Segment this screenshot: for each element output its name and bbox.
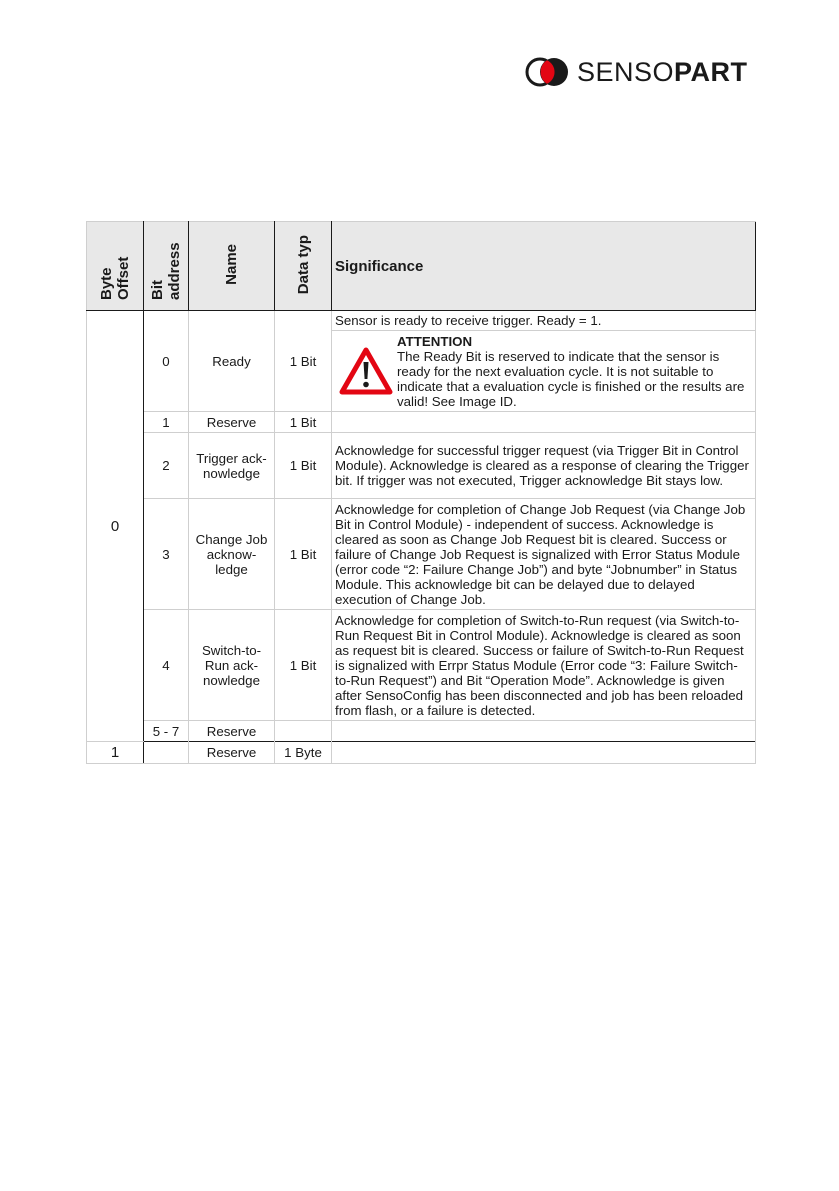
bit-address: 2 xyxy=(144,433,189,499)
bit-address: 4 xyxy=(144,610,189,721)
byte-offset-1: 1 xyxy=(87,742,144,764)
header-significance: Significance xyxy=(332,222,756,311)
bit-address: 0 xyxy=(144,311,189,412)
bit-address-empty xyxy=(144,742,189,764)
table-row xyxy=(87,433,756,499)
brand-name-light: SENSO xyxy=(577,57,675,87)
table-row xyxy=(87,721,756,742)
attention-text: The Ready Bit is reserved to indicate that the sensor is ready for the next evaluation cycle. It is not suitable to indicate that a evaluation cycle is finished or the results are valid! See Image ID. xyxy=(397,348,745,409)
significance-empty xyxy=(332,742,756,764)
bit-address: 3 xyxy=(144,499,189,610)
significance: Sensor is ready to receive trigger. Ready = 1. xyxy=(332,311,756,331)
data-type: 1 Bit xyxy=(275,499,332,610)
data-type: 1 Bit xyxy=(275,610,332,721)
status-module-table xyxy=(86,221,756,764)
sensopart-logo xyxy=(525,56,748,88)
header-data-type: Data typ xyxy=(275,222,332,311)
byte-offset-0: 0 xyxy=(87,311,144,742)
attention-title: ATTENTION xyxy=(397,333,473,349)
bit-address: 1 xyxy=(144,412,189,433)
row-name: Reserve xyxy=(189,412,275,433)
sensopart-mark-icon xyxy=(525,57,569,87)
row-name: Change Job acknow-ledge xyxy=(189,499,275,610)
data-type: 1 Byte xyxy=(275,742,332,764)
row-name: Ready xyxy=(189,311,275,412)
brand-name-bold: PART xyxy=(674,57,748,87)
header-bit-address: Bit address xyxy=(144,222,189,311)
header-byte-offset: Byte Offset xyxy=(87,222,144,311)
warning-triangle-icon xyxy=(339,347,393,395)
row-name: Switch-to-Run ack-nowledge xyxy=(189,610,275,721)
row-name: Trigger ack-nowledge xyxy=(189,433,275,499)
table-row xyxy=(87,610,756,721)
bit-address: 5 - 7 xyxy=(144,721,189,742)
data-type-empty xyxy=(275,721,332,742)
attention-box xyxy=(332,331,756,412)
data-type: 1 Bit xyxy=(275,433,332,499)
table-header-row xyxy=(87,222,756,311)
table-row xyxy=(87,499,756,610)
significance-empty xyxy=(332,412,756,433)
brand-name xyxy=(577,56,748,88)
table-row xyxy=(87,742,756,764)
table-row xyxy=(87,412,756,433)
data-type: 1 Bit xyxy=(275,412,332,433)
significance: Acknowledge for completion of Switch-to-Run request (via Switch-to-Run Request Bit in Control Module). Acknowledge is cleared as soon as request bit is cleared. Success or failure of Switch-to-Run Request is signalized with Errpr Status Module (Error code “3: Failure Switch-to-Run Request”) and Bit “Operation Mode”. Acknowledge is given after SensoConfig has been disconnected and job has been reloaded from flash, or a failure is detected. xyxy=(332,610,756,721)
row-name: Reserve xyxy=(189,721,275,742)
header-name: Name xyxy=(189,222,275,311)
significance: Acknowledge for completion of Change Job Request (via Change Job Bit in Control Module) - independent of success. Acknowledge is cleared as soon as Change Job Request bit is cleared. Success or failure of Change Job Request is signalized with Error Status Module (error code “2: Failure Change Job”) and byte “Jobnumber” in Status Module. This acknowledge bit can be delayed due to delayed execution of Change Job. xyxy=(332,499,756,610)
significance: Acknowledge for successful trigger request (via Trigger Bit in Control Module). Acknowledge is cleared as a response of clearing the Trigger bit. If trigger was not executed, Trigger acknowledge Bit stays low. xyxy=(332,433,756,499)
data-type: 1 Bit xyxy=(275,311,332,412)
table-row xyxy=(87,311,756,331)
significance-empty xyxy=(332,721,756,742)
row-name: Reserve xyxy=(189,742,275,764)
